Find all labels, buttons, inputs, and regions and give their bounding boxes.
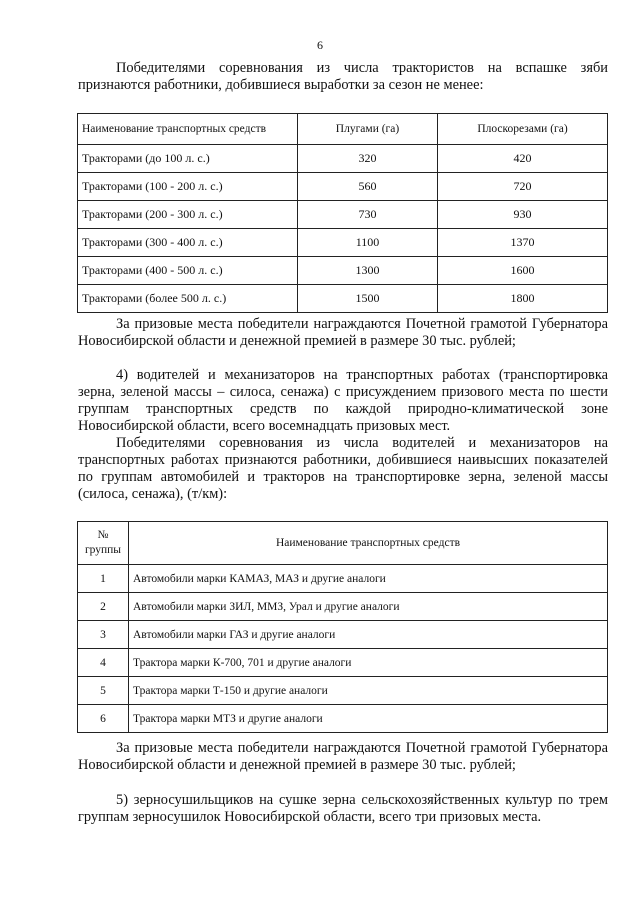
vehicle-name-cell: Трактора марки МТЗ и другие аналоги	[129, 705, 608, 733]
item-4-paragraph: 4) водителей и механизаторов на транспортных работах (транспортировка зерна, зеленой массы – силоса, сенажа) с присуждением призового места по шести группам транспортных средств по каждой природно-климатической зоне Новосибирской области, всего восемнадцать призовых мест.	[78, 367, 608, 434]
tractor-output-table	[77, 113, 608, 313]
table-row	[78, 257, 608, 285]
winners-paragraph: Победителями соревнования из числа водителей и механизаторов на транспортных работах признаются работники, добившиеся наивысших показателей по группам автомобилей и тракторов на транспортировке зерна, зеленой массы (силоса, сенажа), (т/км):	[78, 435, 608, 502]
table-row	[78, 593, 608, 621]
prize-paragraph-2: За призовые места победители награждаются Почетной грамотой Губернатора Новосибирской области и денежной премией в размере 30 тыс. рублей;	[78, 740, 608, 773]
table-row	[78, 649, 608, 677]
vehicle-cell: Тракторами (более 500 л. с.)	[78, 285, 298, 313]
group-number-cell: 3	[78, 621, 129, 649]
table-row	[78, 145, 608, 173]
prize-paragraph-1: За призовые места победители награждаются Почетной грамотой Губернатора Новосибирской области и денежной премией в размере 30 тыс. рублей;	[78, 316, 608, 349]
group-number-cell: 4	[78, 649, 129, 677]
flat-cutters-cell: 1370	[438, 229, 608, 257]
vehicle-name-cell: Трактора марки К-700, 701 и другие аналоги	[129, 649, 608, 677]
group-number-cell: 6	[78, 705, 129, 733]
flat-cutters-cell: 420	[438, 145, 608, 173]
plows-cell: 560	[298, 173, 438, 201]
group-number-label-line2: группы	[84, 544, 122, 556]
table-header-row	[78, 114, 608, 145]
plows-cell: 1100	[298, 229, 438, 257]
column-header-vehicle-name: Наименование транспортных средств	[129, 522, 608, 565]
table-row	[78, 229, 608, 257]
page-number: 6	[317, 38, 323, 52]
plows-cell: 1300	[298, 257, 438, 285]
table-row	[78, 565, 608, 593]
vehicle-name-cell: Автомобили марки ЗИЛ, ММЗ, Урал и другие аналоги	[129, 593, 608, 621]
table-row	[78, 173, 608, 201]
vehicle-cell: Тракторами (300 - 400 л. с.)	[78, 229, 298, 257]
group-number-cell: 2	[78, 593, 129, 621]
group-number-cell: 1	[78, 565, 129, 593]
vehicle-cell: Тракторами (100 - 200 л. с.)	[78, 173, 298, 201]
flat-cutters-cell: 1600	[438, 257, 608, 285]
vehicle-groups-table	[77, 521, 608, 733]
table-row	[78, 201, 608, 229]
plows-cell: 1500	[298, 285, 438, 313]
column-header-group-number	[78, 522, 129, 565]
group-number-cell: 5	[78, 677, 129, 705]
column-header-plows: Плугами (га)	[298, 114, 438, 145]
item-5-paragraph: 5) зерносушильщиков на сушке зерна сельскохозяйственных культур по трем группам зерносушилок Новосибирской области, всего три призовых места.	[78, 792, 608, 825]
vehicle-name-cell: Автомобили марки ГАЗ и другие аналоги	[129, 621, 608, 649]
vehicle-cell: Тракторами (до 100 л. с.)	[78, 145, 298, 173]
vehicle-cell: Тракторами (200 - 300 л. с.)	[78, 201, 298, 229]
plows-cell: 730	[298, 201, 438, 229]
column-header-flat-cutters: Плоскорезами (га)	[438, 114, 608, 145]
vehicle-cell: Тракторами (400 - 500 л. с.)	[78, 257, 298, 285]
group-number-label-line1: №	[97, 529, 109, 541]
intro-paragraph: Победителями соревнования из числа трактористов на вспашке зяби признаются работники, добившиеся выработки за сезон не менее:	[78, 60, 608, 93]
plows-cell: 320	[298, 145, 438, 173]
vehicle-name-cell: Автомобили марки КАМАЗ, МАЗ и другие аналоги	[129, 565, 608, 593]
flat-cutters-cell: 720	[438, 173, 608, 201]
flat-cutters-cell: 930	[438, 201, 608, 229]
table-row	[78, 705, 608, 733]
table-row	[78, 677, 608, 705]
column-header-vehicle: Наименование транспортных средств	[78, 114, 298, 145]
vehicle-name-cell: Трактора марки Т-150 и другие аналоги	[129, 677, 608, 705]
flat-cutters-cell: 1800	[438, 285, 608, 313]
table-row	[78, 285, 608, 313]
table-header-row	[78, 522, 608, 565]
table-row	[78, 621, 608, 649]
